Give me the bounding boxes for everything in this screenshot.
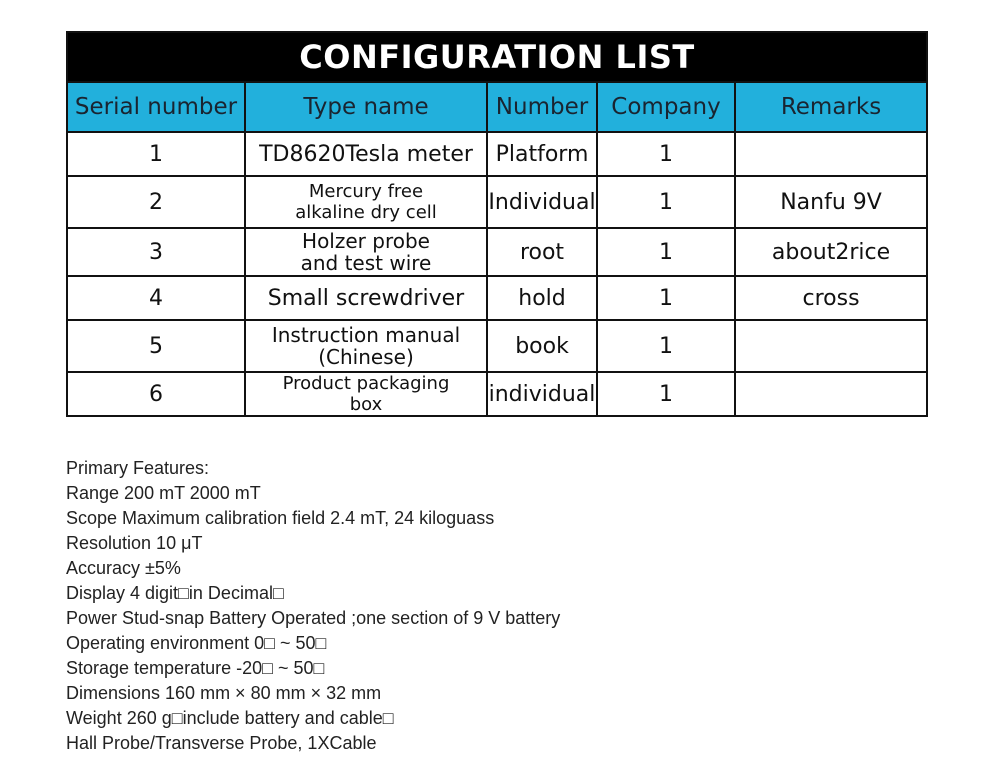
feature-line: Scope Maximum calibration field 2.4 mT, 24 kiloguass — [66, 508, 495, 528]
type-name-cell — [245, 372, 487, 416]
number-cell: root — [487, 228, 597, 276]
number-cell: Individual — [487, 176, 597, 228]
remarks-cell: cross — [735, 276, 927, 320]
header-remarks: Remarks — [735, 82, 927, 132]
feature-line: Storage temperature -20□ ~ 50□ — [66, 658, 325, 678]
company-cell: 1 — [597, 320, 735, 372]
remarks-cell — [735, 132, 927, 176]
remarks-cell: Nanfu 9V — [735, 176, 927, 228]
header-number: Number — [487, 82, 597, 132]
company-cell: 1 — [597, 132, 735, 176]
serial-cell: 5 — [67, 320, 245, 372]
header-serial-number: Serial number — [67, 82, 245, 132]
number-cell: individual — [487, 372, 597, 416]
type-name-line: Product packaging — [282, 373, 450, 394]
company-cell: 1 — [597, 228, 735, 276]
feature-line: Dimensions 160 mm × 80 mm × 32 mm — [66, 683, 382, 703]
type-name-line: TD8620Tesla meter — [259, 141, 473, 167]
table-row — [67, 228, 927, 276]
type-name-line: Mercury free — [308, 181, 424, 202]
table-row — [67, 276, 927, 320]
type-name-line: Small screwdriver — [267, 285, 465, 311]
number-cell: book — [487, 320, 597, 372]
type-name-cell — [245, 228, 487, 276]
table-row — [67, 372, 927, 416]
table-row — [67, 320, 927, 372]
feature-line: Resolution 10 μT — [66, 533, 203, 553]
type-name-line: and test wire — [300, 251, 432, 275]
company-cell: 1 — [597, 372, 735, 416]
type-name-line: box — [349, 394, 383, 415]
number-cell: Platform — [487, 132, 597, 176]
number-cell: hold — [487, 276, 597, 320]
type-name-cell — [245, 176, 487, 228]
feature-line: Accuracy ±5% — [66, 558, 181, 578]
remarks-cell: about2rice — [735, 228, 927, 276]
feature-line: Weight 260 g□include battery and cable□ — [66, 708, 394, 728]
type-name-line: (Chinese) — [318, 345, 414, 369]
table-row — [67, 176, 927, 228]
company-cell: 1 — [597, 176, 735, 228]
serial-cell: 3 — [67, 228, 245, 276]
serial-cell: 4 — [67, 276, 245, 320]
type-name-cell — [245, 320, 487, 372]
feature-line: Display 4 digit□in Decimal□ — [66, 583, 284, 603]
feature-line: Hall Probe/Transverse Probe, 1XCable — [66, 733, 377, 753]
table-row — [67, 132, 927, 176]
remarks-cell — [735, 372, 927, 416]
serial-cell: 2 — [67, 176, 245, 228]
serial-cell: 6 — [67, 372, 245, 416]
serial-cell: 1 — [67, 132, 245, 176]
type-name-cell — [245, 132, 487, 176]
type-name-cell — [245, 276, 487, 320]
header-type-name: Type name — [245, 82, 487, 132]
primary-features — [66, 456, 560, 756]
company-cell: 1 — [597, 276, 735, 320]
remarks-cell — [735, 320, 927, 372]
header-company: Company — [597, 82, 735, 132]
table-title: CONFIGURATION LIST — [67, 32, 927, 82]
type-name-line: alkaline dry cell — [295, 202, 437, 223]
configuration-table — [66, 31, 928, 417]
header-row — [67, 82, 927, 132]
feature-line: Power Stud-snap Battery Operated ;one section of 9 V battery — [66, 608, 561, 628]
feature-line: Operating environment 0□ ~ 50□ — [66, 633, 327, 653]
type-name-line: Instruction manual — [271, 323, 461, 347]
features-heading: Primary Features: — [66, 458, 210, 478]
type-name-line: Holzer probe — [302, 229, 430, 253]
feature-line: Range 200 mT 2000 mT — [66, 483, 261, 503]
